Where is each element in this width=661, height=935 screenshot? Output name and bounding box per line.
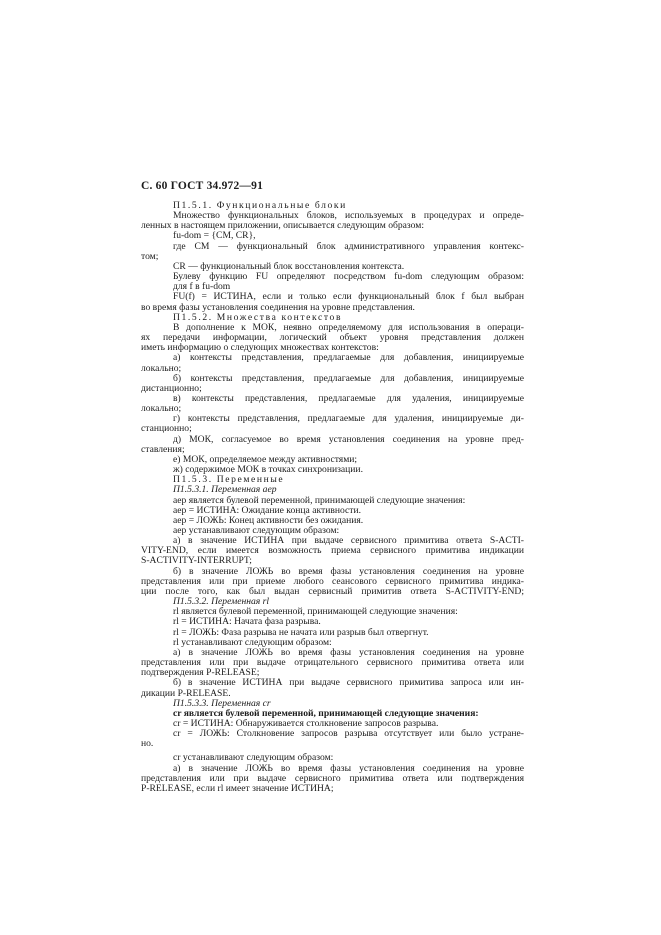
page-header: С. 60 ГОСТ 34.972—91: [141, 180, 264, 192]
text-line: подтверждения P-RELEASE;: [141, 667, 260, 679]
text-line: станционно;: [141, 423, 192, 435]
text-line: cr является булевой переменной, принимающей следующие значения:: [173, 707, 479, 719]
text-line: ж) содержимое МОК в точках синхронизации.: [173, 464, 363, 476]
text-line: но.: [141, 738, 154, 750]
text-line: а) в значение ЛОЖЬ во время фазы установления соединения на уровне: [173, 646, 524, 658]
text-line: б) в значение ЛОЖЬ во время фазы установления соединения на уровне: [173, 565, 524, 577]
text-line: aep = ИСТИНА: Ожидание конца активности.: [173, 504, 362, 516]
text-line: ленных в настоящем приложении, описывается следующим образом:: [141, 220, 425, 232]
text-line: P-RELEASE, если rl имеет значение ИСТИНА;: [141, 782, 334, 794]
text-line: cr = ЛОЖЬ: Столкновение запросов разрыва отсутствует или было устране-: [173, 728, 524, 740]
text-line: П1.5.1. Функциональные блоки: [173, 200, 347, 211]
text-line: локально;: [141, 362, 182, 374]
text-line: где CM — функциональный блок административного управления контекс-: [173, 240, 524, 252]
text-line: П1.5.3.1. Переменная aep: [173, 484, 277, 496]
text-line: Булеву функцию FU определяют посредством fu-dom следующим образом:: [173, 271, 524, 283]
text-line: для f в fu-dom: [173, 281, 231, 293]
text-line: б) контексты представления, предлагаемые для добавления, инициируемые: [173, 372, 524, 384]
text-line: Множество функциональных блоков, используемых в процедурах и опреде-: [173, 210, 524, 222]
text-line: aep устанавливают следующим образом:: [173, 525, 340, 536]
text-line: ции после того, как был выдан сервисный примитив ответа S-ACTIVITY-END;: [141, 585, 524, 597]
text-line: б) в значение ИСТИНА при выдаче сервисного примитива запроса или ин-: [173, 677, 524, 689]
text-line: локально;: [141, 403, 182, 415]
text-line: а) контексты представления, предлагаемые для добавления, инициируемые: [173, 352, 524, 364]
text-line: е) МОК, определяемое между активностями;: [173, 453, 358, 465]
text-line: rl = ЛОЖЬ: Фаза разрыва не начата или разрыв был отвергнут.: [173, 626, 429, 638]
text-line: rl является булевой переменной, принимающей следующие значения:: [173, 606, 458, 618]
text-line: FU(f) = ИСТИНА, если и только если функциональный блок f был выбран: [173, 291, 524, 303]
text-line: ставления;: [141, 443, 185, 455]
text-line: rl = ИСТИНА: Начата фаза разрыва.: [173, 616, 321, 628]
text-line: г) контексты представления, предлагаемые для удаления, инициируемые ди-: [173, 413, 524, 425]
text-line: П1.5.3.2. Переменная rl: [173, 596, 270, 608]
text-line: представления или при выдаче сервисного примитива ответа или подтверждения: [141, 772, 524, 784]
text-line: aep = ЛОЖЬ: Конец активности без ожидания.: [173, 514, 364, 526]
text-line: во время фазы установления соединения на уровне представления.: [141, 301, 415, 313]
text-line: cr = ИСТИНА: Обнаруживается столкновение запросов разрыва.: [173, 717, 439, 729]
text-line: VITY-END, если имеется возможность приема сервисного примитива индикации: [141, 545, 524, 557]
text-line: В дополнение к МОК, неявно определяемому для использования в операци-: [173, 321, 524, 333]
text-line: cr устанавливают следующим образом:: [173, 752, 334, 764]
text-line: rl устанавливают следующим образом:: [173, 636, 332, 648]
text-line: ях передачи информации, логический объект уровня представления должен: [141, 332, 524, 344]
text-line: CR — функциональный блок восстановления контекста.: [173, 260, 405, 272]
text-line: П1.5.3. Переменные: [173, 474, 285, 486]
text-line: дистанционно;: [141, 382, 202, 394]
text-line: fu-dom = {CM, CR},: [173, 230, 256, 242]
text-line: дикации P-RELEASE.: [141, 687, 231, 699]
text-line: в) контексты представления, предлагаемые для удаления, инициируемые: [173, 392, 524, 404]
text-line: П1.5.2. Множества контекстов: [173, 311, 343, 323]
text-line: д) МОК, согласуемое во время установления соединения на уровне пред-: [173, 433, 524, 445]
text-line: S-ACTIVITY-INTERRUPT;: [141, 555, 252, 567]
text-line: представления или при выдаче отрицательного сервисного примитива ответа или: [141, 657, 524, 669]
text-line: П1.5.3.3. Переменная cr: [173, 697, 271, 709]
text-line: а) в значение ЛОЖЬ во время фазы установления соединения на уровне: [173, 762, 524, 774]
text-line: а) в значение ИСТИНА при выдаче сервисного примитива ответа S-ACTI-: [173, 535, 524, 547]
document-body: [141, 201, 524, 794]
text-line: том;: [141, 250, 159, 262]
text-line: иметь информацию о следующих множествах контекстов:: [141, 342, 379, 354]
text-line: представления или при приеме любого сеансового сервисного примитива индика-: [141, 575, 524, 587]
text-line: aep является булевой переменной, принимающей следующие значения:: [173, 494, 466, 506]
